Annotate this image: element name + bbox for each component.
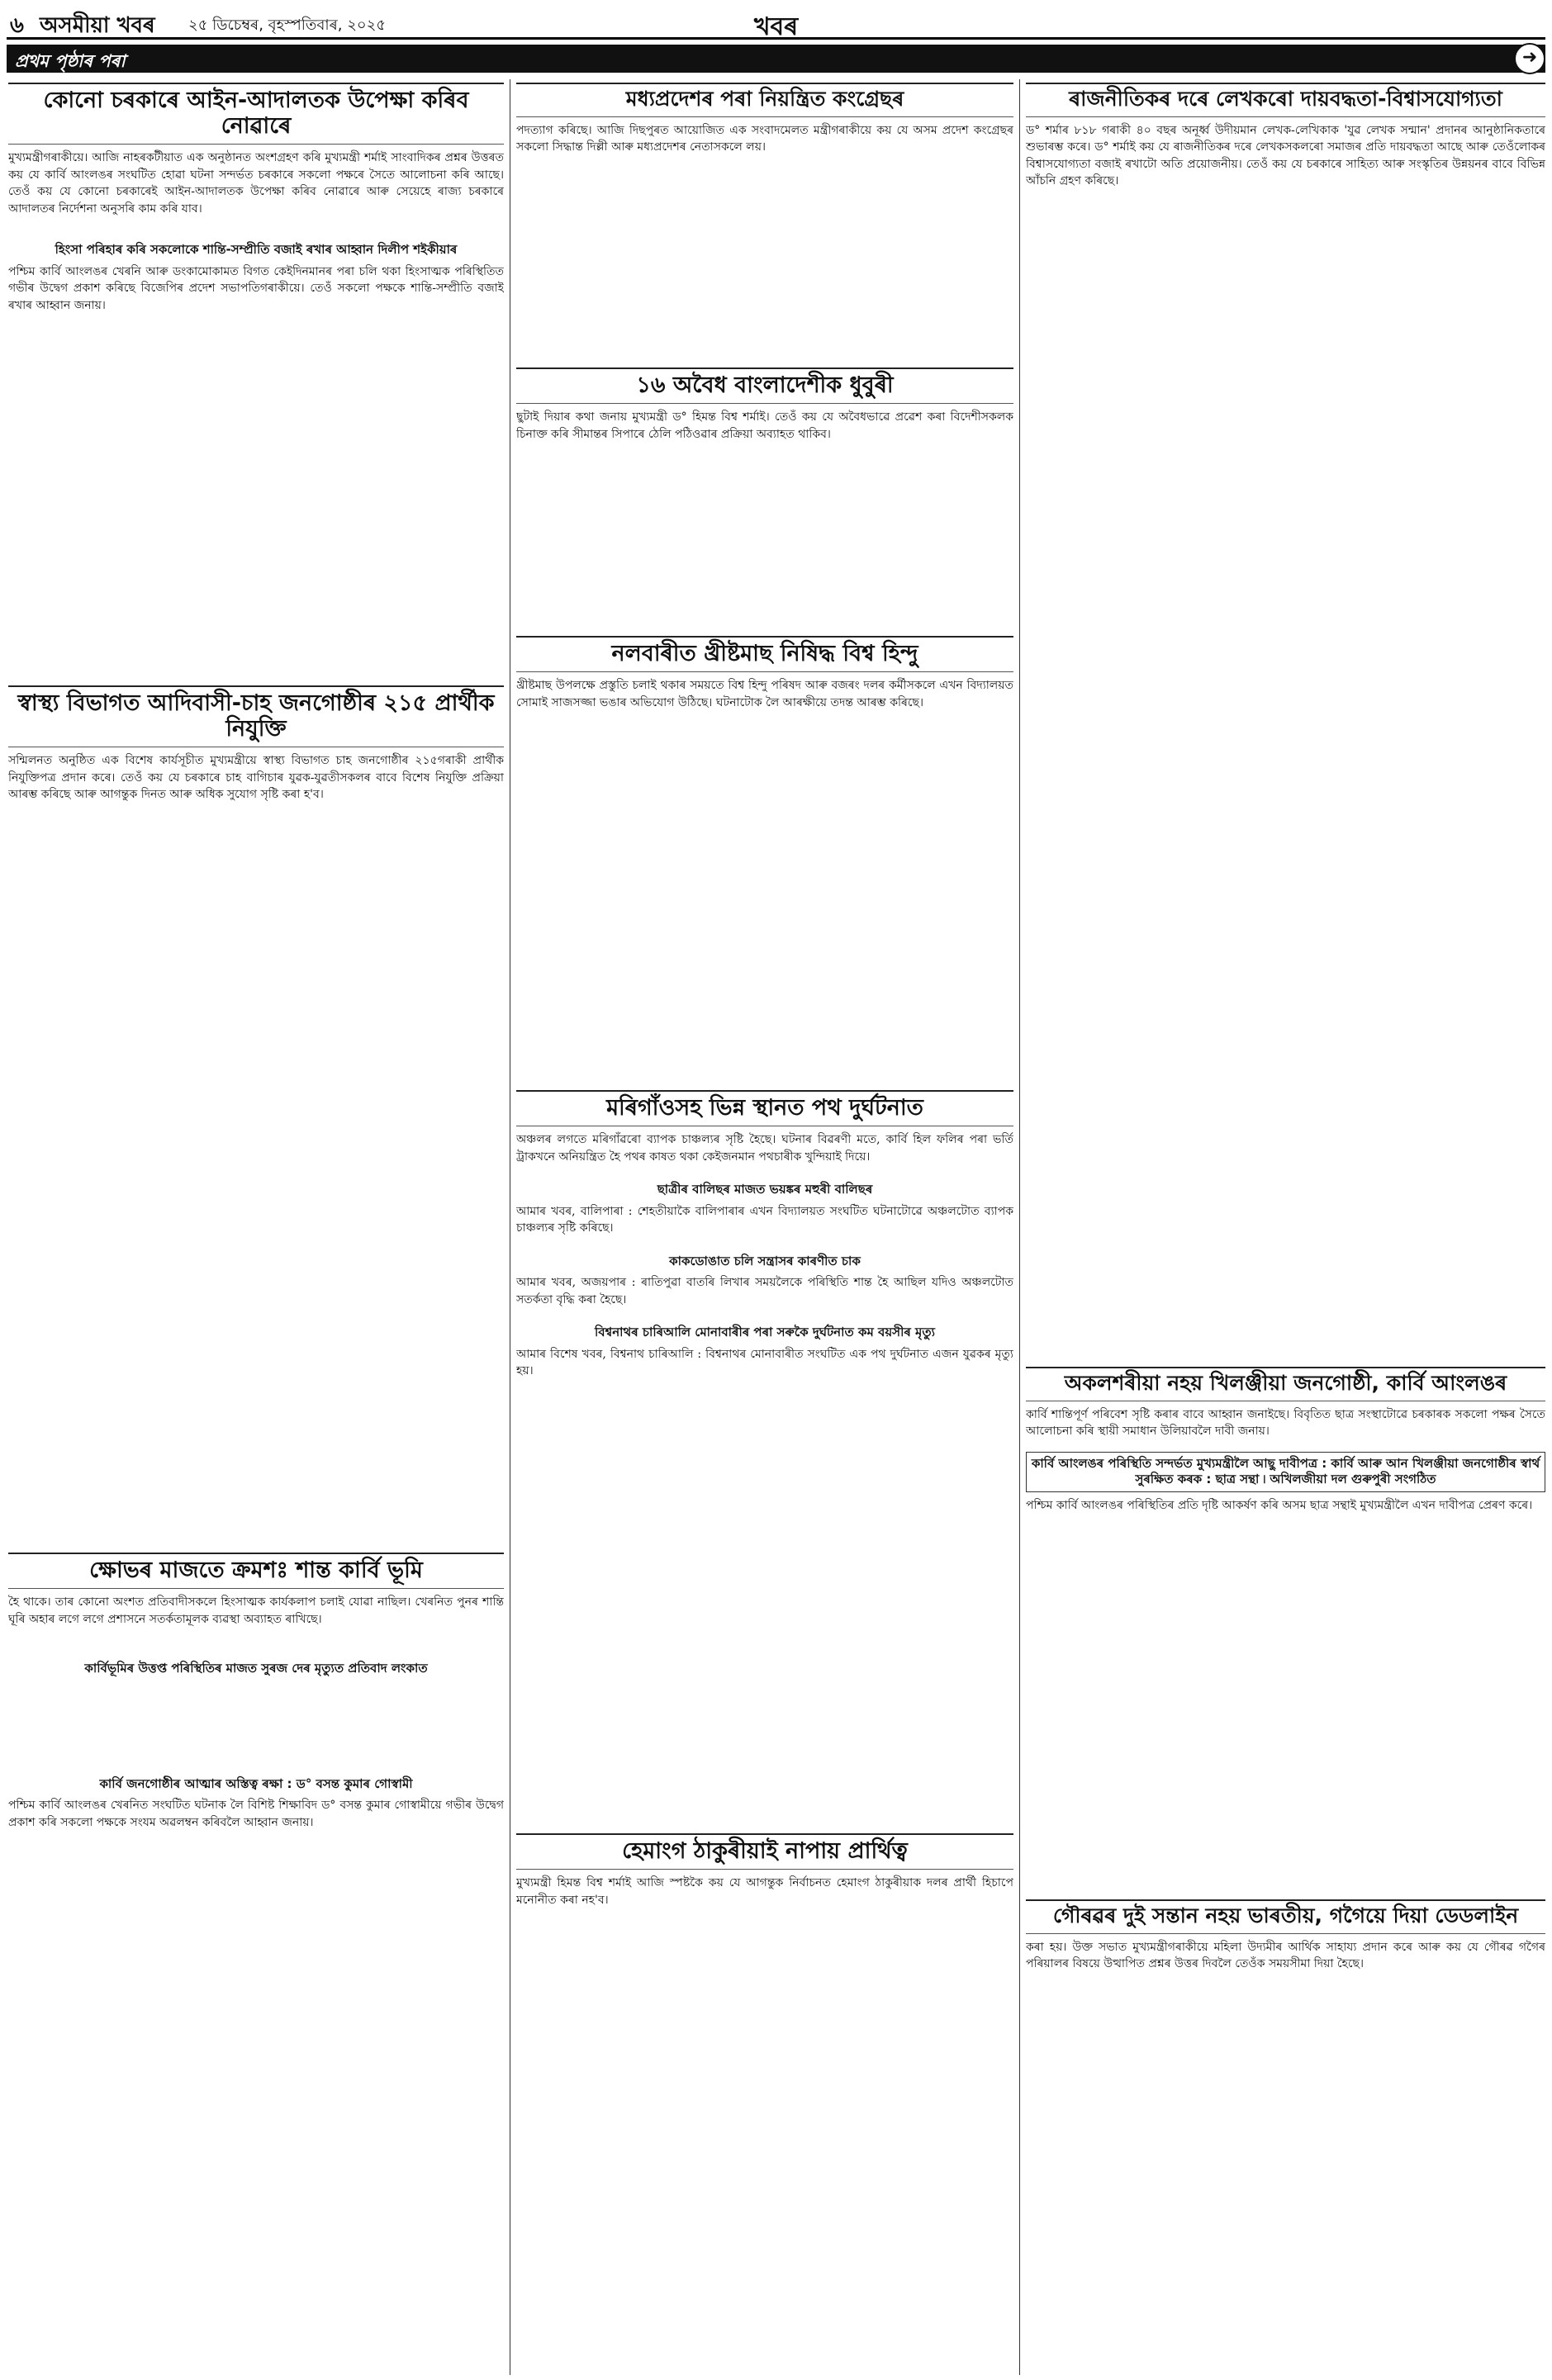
subheadline: কাৰ্বিভূমিৰ উত্তপ্ত পৰিস্থিতিৰ মাজত সুৰজ দেৰ মৃত্যুত প্ৰতিবাদ লংকাত [84, 1661, 428, 1676]
headline: কোনো চৰকাৰে আইন-আদালতক উপেক্ষা কৰিব নোৱাৰে [8, 83, 504, 145]
headline: ৰাজনীতিকৰ দৰে লেখকৰো দায়বদ্ধতা-বিশ্বাসযোগ্যতা [1026, 83, 1545, 117]
article-body: ছুটাই দিয়াৰ কথা জনায় মুখ্যমন্ত্ৰী ড° হিমন্ত বিশ্ব শৰ্মাই। তেওঁ কয় যে অবৈধভাৱে প্ৰৱেশ কৰা বিদেশীসকলক চিনাক্ত কৰি সীমান্তৰ সিপাৰে ঠেলি পঠিওৱাৰ প্ৰক্ৰিয়া অব্যাহত থাকিব। [516, 410, 1013, 441]
article-gaurav [1026, 1899, 1545, 2370]
article-body: মুখ্যমন্ত্ৰী হিমন্ত বিশ্ব শৰ্মাই আজি স্পষ্টকৈ কয় যে আগন্তুক নিৰ্বাচনত হেমাংগ ঠাকুৰীয়াক দলৰ প্ৰাৰ্থী হিচাপে মনোনীত কৰা নহ'ব। [516, 1876, 1013, 1907]
section-band [7, 45, 1545, 73]
article-dhubri [516, 367, 1013, 632]
page-section-title: খবৰ [753, 12, 799, 41]
issue-date: ২৫ ডিচেম্বৰ, বৃহস্পতিবাৰ, ২০২৫ [188, 17, 387, 34]
article-body: পশ্চিম কাৰ্বি আংলঙৰ খেৰনিত সংঘটিত ঘটনাক লৈ বিশিষ্ট শিক্ষাবিদ ড° বসন্ত কুমাৰ গোস্বামীয়ে গভীৰ উদ্বেগ প্ৰকাশ কৰি সকলো পক্ষকে সংযম অৱলম্বন কৰিবলৈ আহ্বান জনায়। [8, 1799, 504, 1829]
article-body: আমাৰ খবৰ, বালিপাৰা : শেহতীয়াকৈ বালিপাৰাৰ এখন বিদ্যালয়ত সংঘটিত ঘটনাটোৱে অঞ্চলটোত ব্যাপক চাঞ্চল্যৰ সৃষ্টি কৰিছে। [516, 1204, 1013, 1235]
page-number: ৬ [10, 13, 24, 38]
article-health-dept [8, 685, 504, 1553]
headline: গৌৰৱৰ দুই সন্তান নহয় ভাৰতীয়, গগৈয়ে দিয়া ডেডলাইন [1026, 1899, 1545, 1934]
article-karbi-land [8, 1553, 504, 2370]
article-court [8, 83, 504, 677]
article-body: আমাৰ বিশেষ খবৰ, বিশ্বনাথ চাৰিআলি : বিশ্বনাথৰ মোনাবাৰীত সংঘটিত এক পথ দুৰ্ঘটনাত এজন যুৱকৰ মৃত্যু হয়। [516, 1347, 1013, 1378]
article-body: পদত্যাগ কৰিছে। আজি দিছপুৰত আয়োজিত এক সংবাদমেলত মন্ত্ৰীগৰাকীয়ে কয় যে অসম প্ৰদেশ কংগ্ৰেছৰ সকলো সিদ্ধান্ত দিল্লী আৰু মধ্যপ্ৰদেশৰ নেতাসকলে লয়। [516, 123, 1013, 154]
subheadline: কাৰ্বি আংলঙৰ পৰিস্থিতি সন্দৰ্ভত মুখ্যমন্ত্ৰীলৈ আছু দাবীপত্ৰ : কাৰ্বি আৰু আন খিলঞ্জীয়া জনগোষ্ঠীৰ স্বাৰ্থ সুৰক্ষিত কৰক : ছাত্ৰ সন্থা ৷ অখিলজীয়া দল গুৰুপুৰী সংগঠিত [1026, 1452, 1545, 1492]
subheadline: হিংসা পৰিহাৰ কৰি সকলোকে শান্তি-সম্প্ৰীতি বজাই ৰখাৰ আহ্বান দিলীপ শইকীয়াৰ [55, 242, 458, 258]
article-nalbari [516, 636, 1013, 1082]
headline: ক্ষোভৰ মাজতে ক্ৰমশঃ শান্ত কাৰ্বি ভূমি [8, 1553, 504, 1589]
article-body: পশ্চিম কাৰ্বি আংলঙৰ পৰিস্থিতিৰ প্ৰতি দৃষ্টি আকৰ্ষণ কৰি অসম ছাত্ৰ সন্থাই মুখ্যমন্ত্ৰীলৈ এখন দাবীপত্ৰ প্ৰেৰণ কৰে। [1026, 1498, 1533, 1512]
subheadline: ছাত্ৰীৰ বালিছৰ মাজত ভয়ঙ্কৰ মহুৰী বালিছৰ [657, 1182, 873, 1197]
subheadline: কাকডোঙাত চলি সন্ত্ৰাসৰ কাৰণীত চাক [669, 1253, 861, 1268]
headline: হেমাংগ ঠাকুৰীয়াই নাপায় প্ৰাৰ্থিত্ব [516, 1833, 1013, 1870]
headline: মধ্যপ্ৰদেশৰ পৰা নিয়ন্ত্ৰিত কংগ্ৰেছৰ [516, 83, 1013, 117]
headline: মৰিগাঁওসহ ভিন্ন স্থানত পথ দুৰ্ঘটনাত [516, 1090, 1013, 1126]
headline: অকলশৰীয়া নহয় খিলঞ্জীয়া জনগোষ্ঠী, কাৰ্বি আংলঙৰ [1026, 1367, 1545, 1401]
article-body: হৈ থাকে। তাৰ কোনো অংশত প্ৰতিবাদীসকলে হিংসাত্মক কাৰ্যকলাপ চলাই যোৱা নাছিল। খেৰনিত পুনৰ শান্তি ঘূৰি অহাৰ লগে লগে প্ৰশাসনে সতৰ্কতামূলক ব্যৱস্থা অব্যাহত ৰাখিছে। [8, 1595, 504, 1626]
headline: নলবাৰীত খ্ৰীষ্টমাছ নিষিদ্ধ বিশ্ব হিন্দু [516, 636, 1013, 672]
article-morigaon [516, 1090, 1013, 1825]
headline: ১৬ অবৈধ বাংলাদেশীক ধুবুৰী [516, 367, 1013, 404]
article-body: ড° শৰ্মাৰ ৮১৮ গৰাকী ৪০ বছৰ অনূৰ্ধ্ব উদীয়মান লেখক-লেখিকাক 'যুৱ লেখক সন্মান' প্ৰদানৰ আনুষ্ঠানিকতাৰে শুভাৰম্ভ কৰে। ড° শৰ্মাই কয় যে ৰাজনীতিকৰ দৰে লেখকসকলৰো সমাজৰ প্ৰতি দায়বদ্ধতা আছে আৰু তেওঁলোকৰ বিশ্বাসযোগ্যতা বজাই ৰখাটো অতি প্ৰয়োজনীয়। তেওঁ কয় যে চৰকাৰে সাহিত্য আৰু সংস্কৃতিৰ উন্নয়নৰ বাবে বিভিন্ন আঁচনি গ্ৰহণ কৰিছে। [1026, 123, 1545, 188]
subheadline: বিশ্বনাথৰ চাৰিআলি মোনাবাৰীৰ পৰা সৰুকৈ দুৰ্ঘটনাত কম বয়সীৰ মৃত্যু [595, 1325, 935, 1340]
article-body: কাৰ্বি শান্তিপূৰ্ণ পৰিবেশ সৃষ্টি কৰাৰ বাবে আহ্বান জনাইছে। বিবৃতিত ছাত্ৰ সংস্থাটোৱে চৰকাৰক সকলো পক্ষৰ সৈতে আলোচনা কৰি স্থায়ী সমাধান উলিয়াবলৈ দাবী জনায়। [1026, 1407, 1545, 1439]
article-body: অঞ্চলৰ লগতে মৰিগাঁৱৰো ব্যাপক চাঞ্চল্যৰ সৃষ্টি হৈছে। ঘটনাৰ বিৱৰণী মতে, কাৰ্বি হিল ফলিৰ পৰা ভৰ্তি ট্ৰাকখনে অনিয়ন্ত্ৰিত হৈ পথৰ কাষত থকা কেইজনমান পথচাৰীক খুন্দিয়াই দিয়ে। [516, 1133, 1013, 1164]
masthead-strip [7, 5, 1545, 40]
article-congress [516, 83, 1013, 363]
article-body: মুখ্যমন্ত্ৰীগৰাকীয়ে। আজি নাহৰকটীয়াত এক অনুষ্ঠানত অংশগ্ৰহণ কৰি মুখ্যমন্ত্ৰী শৰ্মাই সাংবাদিকৰ প্ৰশ্নৰ উত্তৰত কয় যে কাৰ্বি আংলঙৰ সংঘটিত হোৱা ঘটনা সন্দৰ্ভত চৰকাৰে সকলো পক্ষৰে সৈতে আলোচনা কৰি আছে। তেওঁ কয় যে কোনো চৰকাৰেই আইন-আদালতক উপেক্ষা কৰিব নোৱাৰে আৰু সেয়েহে ৰাজ্য চৰকাৰে আদালতৰ নিৰ্দেশনা অনুসৰি কাম কৰি যাব। [8, 151, 504, 216]
paper-name: অসমীয়া খবৰ [40, 13, 155, 38]
article-body: আমাৰ খবৰ, অজয়পাৰ : ৰাতিপুৱা বাতৰি লিখাৰ সময়লৈকে পৰিস্থিতি শান্ত হৈ আছিল যদিও অঞ্চলটোত সতৰ্কতা বৃদ্ধি কৰা হৈছে। [516, 1276, 1013, 1306]
article-hemanga [516, 1833, 1013, 2370]
section-label: প্ৰথম পৃষ্ঠাৰ পৰা [15, 51, 126, 71]
headline: স্বাস্থ্য বিভাগত আদিবাসী-চাহ জনগোষ্ঠীৰ ২১৫ প্ৰাৰ্থীক নিযুক্তি [8, 685, 504, 747]
column-divider [1019, 79, 1020, 2375]
article-body: সন্মিলনত অনুষ্ঠিত এক বিশেষ কাৰ্যসূচীত মুখ্যমন্ত্ৰীয়ে স্বাস্থ্য বিভাগত চাহ জনগোষ্ঠীৰ ২১৫গৰাকী প্ৰাৰ্থীক নিযুক্তিপত্ৰ প্ৰদান কৰে। তেওঁ কয় যে চৰকাৰে চাহ বাগিচাৰ যুৱক-যুৱতীসকলৰ বাবে বিশেষ নিযুক্তি প্ৰক্ৰিয়া আৰম্ভ কৰিছে আৰু আগন্তুক দিনত আৰু অধিক সুযোগ সৃষ্টি কৰা হ'ব। [8, 754, 504, 802]
article-body: পশ্চিম কাৰ্বি আংলঙৰ খেৰনি আৰু ডংকামোকামত বিগত কেইদিনমানৰ পৰা চলি থকা হিংসাত্মক পৰিস্থিতিত গভীৰ উদ্বেগ প্ৰকাশ কৰিছে বিজেপিৰ প্ৰদেশ সভাপতিগৰাকীয়ে। তেওঁ সকলো পক্ষকে শান্তি-সম্প্ৰীতি বজাই ৰখাৰ আহ্বান জনায়। [8, 264, 504, 312]
article-body: কৰা হয়। উক্ত সভাত মুখ্যমন্ত্ৰীগৰাকীয়ে মহিলা উদ্যমীৰ আৰ্থিক সাহায্য প্ৰদান কৰে আৰু কয় যে গৌৰৱ গগৈৰ পৰিয়ালৰ বিষয়ে উত্থাপিত প্ৰশ্নৰ উত্তৰ দিবলৈ তেওঁক সময়সীমা দিয়া হৈছে। [1026, 1940, 1545, 1971]
subheadline: কাৰ্বি জনগোষ্ঠীৰ আত্মাৰ অস্তিত্ব ৰক্ষা : ড° বসন্ত কুমাৰ গোস্বামী [99, 1776, 413, 1791]
continuation-arrow-icon: ➜ [1514, 43, 1545, 74]
article-writers [1026, 83, 1545, 1363]
article-indigenous [1026, 1367, 1545, 1895]
article-body: খ্ৰীষ্টমাছ উপলক্ষে প্ৰস্তুতি চলাই থকাৰ সময়তে বিশ্ব হিন্দু পৰিষদ আৰু বজৰং দলৰ কৰ্মীসকলে এখন বিদ্যালয়ত সোমাই সাজসজ্জা ভঙাৰ অভিযোগ উঠিছে। ঘটনাটোক লৈ আৰক্ষীয়ে তদন্ত আৰম্ভ কৰিছে। [516, 679, 1013, 709]
